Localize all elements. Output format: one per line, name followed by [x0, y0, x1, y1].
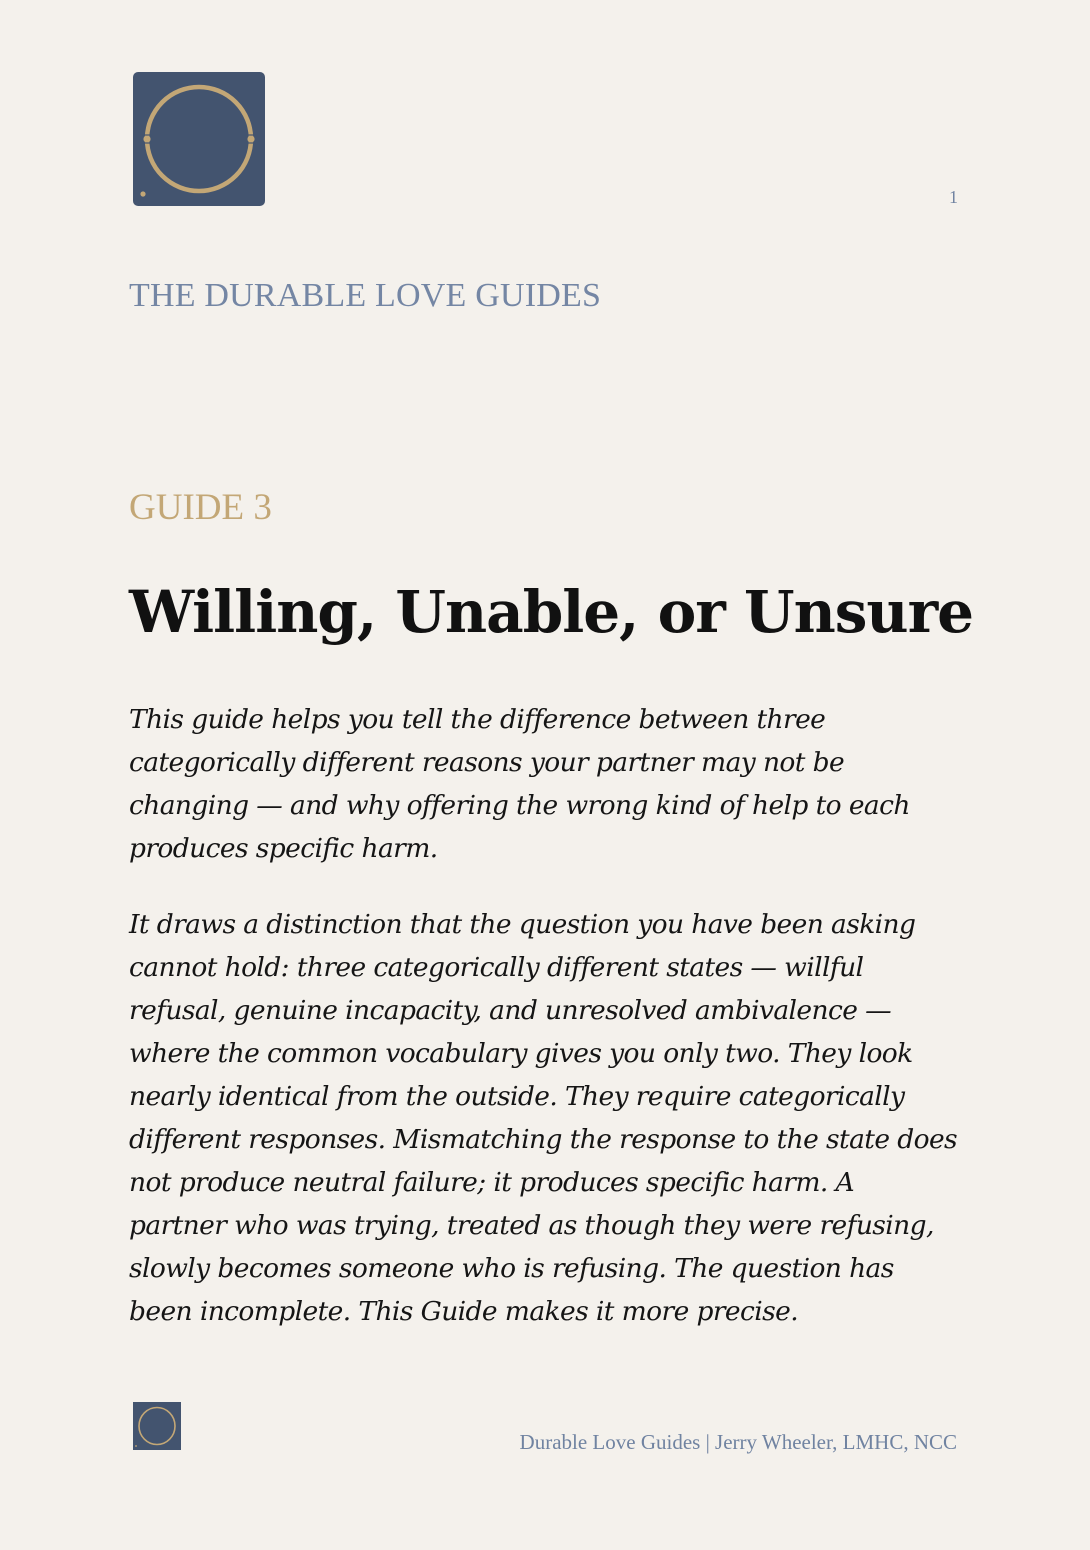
- page-number: 1: [949, 187, 958, 207]
- guide-title: Willing, Unable, or Unsure: [129, 578, 974, 646]
- series-title: THE DURABLE LOVE GUIDES: [129, 277, 602, 314]
- footer-ring-logo-icon: [133, 1402, 181, 1450]
- intro-paragraph: This guide helps you tell the difference between three categorically different reasons your partner may not be changing — and why offering the wrong kind of help to each produces specific harm.: [129, 704, 910, 864]
- guide-label: GUIDE 3: [129, 487, 272, 528]
- body-paragraph: It draws a distinction that the question you have been asking cannot hold: three categorically different states — willful refusal, genuine incapacity, and unresolved ambivalence — where the common vocabulary gives you only two. They look nearly identical from the outside. They require categorically different responses. Mismatching the response to the state does not produce neutral failure; it produces specific harm. A partner who was trying, treated as though they were refusing, slowly becomes someone who is refusing. The question has been incomplete. This Guide makes it more precise.: [129, 909, 958, 1327]
- ring-logo-icon: [133, 72, 265, 206]
- footer-credit: Durable Love Guides | Jerry Wheeler, LMHC, NCC: [519, 1430, 957, 1454]
